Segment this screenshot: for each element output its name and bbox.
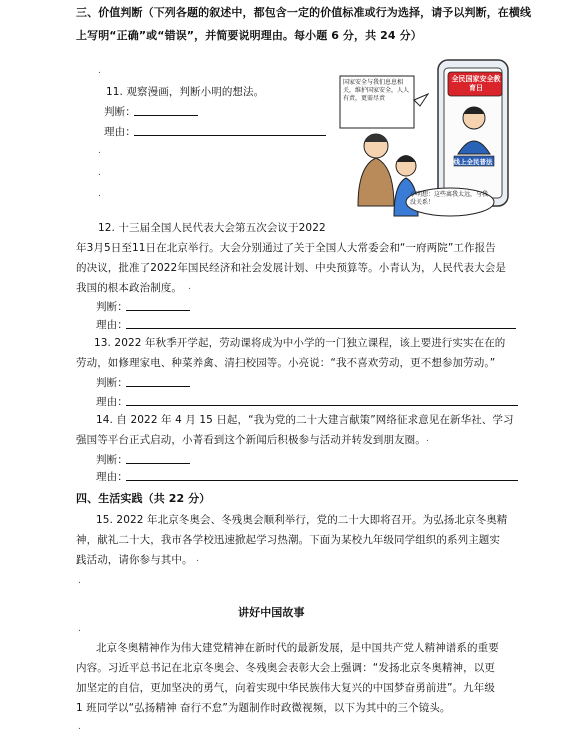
section3-heading-line2: 上写明“正确”或“错误”，并简要说明理由。每小题 6 分，共 24 分） (76, 29, 422, 42)
paragraph-mark: . (78, 722, 81, 732)
q13-line2: 劳动，如修理家电、种菜养禽、清扫校园等。小亮说：“我不喜欢劳动，更不想参加劳动。” (76, 357, 496, 369)
q14-reason-label: 理由： (96, 471, 128, 483)
paragraph-mark: . (78, 624, 81, 634)
paragraph-mark: . (188, 282, 191, 292)
q13-judge-label: 判断： (96, 377, 128, 389)
paragraph-mark: . (196, 554, 199, 564)
paragraph-mark: . (78, 576, 81, 586)
q11-text: 11. 观察漫画，判断小明的想法。 (106, 86, 265, 98)
q12-reason-blank[interactable] (126, 328, 516, 329)
q12-line3: 的决议，批准了2022年国民经济和社会发展计划、中央预算等。小青认为，人民代表大会是 (76, 262, 506, 274)
comic-illustration (334, 56, 510, 222)
q14-line2: 强国等平台正式启动，小菁看到这个新闻后积极参与活动并转发到朋友圈。 (76, 434, 426, 446)
q15-line3: 践活动，请你参与其中。 (76, 554, 193, 566)
q12-line2: 年3月5日至11日在北京举行。大会分别通过了关于全国人大常委会和“一府两院”工作报告 (76, 242, 496, 254)
q11-reason-label: 理由： (104, 126, 136, 138)
paragraph-mark: . (98, 66, 101, 76)
q15-line1: 15. 2022 年北京冬奥会、冬残奥会顺利举行，党的二十大即将召开。为弘扬北京冬奥精 (96, 514, 508, 526)
q14-judge-label: 判断： (96, 454, 128, 466)
q13-reason-label: 理由： (96, 396, 128, 408)
q14-reason-blank[interactable] (126, 480, 518, 481)
q11-reason-blank[interactable] (134, 135, 326, 136)
comic-speech-bubble: 小明想：这些离我太远，与我没关系！ (410, 191, 489, 206)
q12-judge-label: 判断： (96, 301, 128, 313)
story-line4: 1 班同学以“弘扬精神 奋行不怠”为题制作时政微视频，以下为其中的三个镜头。 (76, 702, 451, 714)
q11-judge-blank[interactable] (134, 115, 198, 116)
q13-line1: 13. 2022 年秋季开学起，劳动课将成为中小学的一门独立课程，该上要进行实实在在的 (94, 337, 506, 349)
q15-line2: 神，献礼二十大，我市各学校迅速掀起学习热潮。下面为某校九年级同学组织的系列主题实 (76, 534, 500, 546)
comic-board-text: 国家安全与我们息息相关，维护国家安全，人人有责，更需尽责 (343, 79, 410, 102)
q13-reason-blank[interactable] (126, 405, 518, 406)
section3-heading-line1: 三、价值判断（下列各题的叙述中，都包含一定的价值标准或行为选择，请予以判断，在横线 (76, 6, 532, 19)
comic-sign-title: 全民国家安全教育日 (451, 75, 501, 92)
q14-line1: 14. 自 2022 年 4 月 15 日起，“我为党的二十大建言献策”网络征求意见在新华社、学习 (96, 414, 514, 426)
q12-reason-label: 理由： (96, 319, 128, 331)
q11-judge-label: 判断： (104, 106, 136, 118)
q12-line1: 12. 十三届全国人民代表大会第五次会议于2022 (98, 222, 326, 234)
q13-judge-blank[interactable] (126, 386, 190, 387)
story-line1: 北京冬奥精神作为伟大建党精神在新时代的最新发展，是中国共产党人精神谱系的重要 (96, 642, 499, 654)
q12-judge-blank[interactable] (126, 310, 190, 311)
paragraph-mark: . (426, 434, 429, 444)
comic-banner: 线上全民普法 (453, 158, 493, 166)
q14-judge-blank[interactable] (126, 463, 190, 464)
section4-heading: 四、生活实践（共 22 分） (76, 492, 211, 505)
paragraph-mark: . (98, 189, 101, 199)
story-title: 讲好中国故事 (238, 606, 305, 619)
q12-line4: 我国的根本政治制度。 (76, 282, 182, 294)
story-line3: 加坚定的自信，更加坚决的勇气，向着实现中华民族伟大复兴的中国梦奋勇前进”。九年级 (76, 682, 495, 694)
paragraph-mark: . (98, 168, 101, 178)
story-line2: 内容。习近平总书记在北京冬奥会、冬残奥会表彰大会上强调：“发扬北京冬奥精神，以更 (76, 662, 495, 674)
paragraph-mark: . (98, 146, 101, 156)
